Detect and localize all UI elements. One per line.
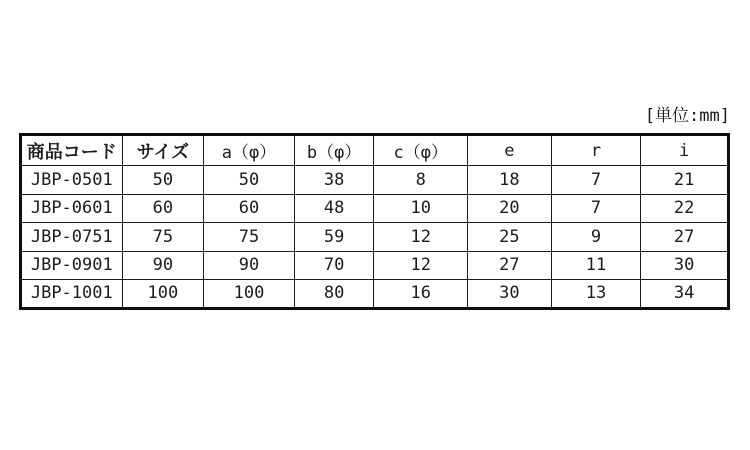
cell-a-phi: 75 (204, 223, 295, 252)
cell-i: 22 (641, 194, 729, 223)
cell-b-phi: 80 (294, 280, 374, 309)
cell-c-phi: 8 (374, 166, 468, 195)
unit-label: [単位:mm] (644, 106, 730, 126)
cell-e: 18 (468, 166, 552, 195)
col-header-a-phi: a（φ） (204, 135, 295, 166)
cell-product-code: JBP-0601 (21, 194, 123, 223)
spec-table (19, 133, 730, 310)
cell-size: 50 (122, 166, 204, 195)
col-header-c-phi: c（φ） (374, 135, 468, 166)
col-header-i: i (641, 135, 729, 166)
cell-r: 11 (551, 251, 641, 280)
cell-c-phi: 12 (374, 223, 468, 252)
cell-c-phi: 10 (374, 194, 468, 223)
cell-e: 27 (468, 251, 552, 280)
cell-r: 13 (551, 280, 641, 309)
cell-c-phi: 12 (374, 251, 468, 280)
cell-r: 7 (551, 194, 641, 223)
col-header-size: サイズ (122, 135, 204, 166)
cell-e: 30 (468, 280, 552, 309)
cell-r: 9 (551, 223, 641, 252)
table-row (21, 166, 729, 195)
table-row (21, 223, 729, 252)
cell-i: 30 (641, 251, 729, 280)
cell-a-phi: 100 (204, 280, 295, 309)
cell-size: 60 (122, 194, 204, 223)
cell-size: 90 (122, 251, 204, 280)
cell-i: 34 (641, 280, 729, 309)
cell-product-code: JBP-0901 (21, 251, 123, 280)
cell-a-phi: 60 (204, 194, 295, 223)
cell-b-phi: 59 (294, 223, 374, 252)
col-header-b-phi: b（φ） (294, 135, 374, 166)
cell-product-code: JBP-0501 (21, 166, 123, 195)
cell-size: 75 (122, 223, 204, 252)
table-row (21, 251, 729, 280)
cell-size: 100 (122, 280, 204, 309)
cell-b-phi: 48 (294, 194, 374, 223)
col-header-e: e (468, 135, 552, 166)
col-header-r: r (551, 135, 641, 166)
cell-b-phi: 38 (294, 166, 374, 195)
table-row (21, 280, 729, 309)
cell-product-code: JBP-0751 (21, 223, 123, 252)
cell-product-code: JBP-1001 (21, 280, 123, 309)
table-row (21, 194, 729, 223)
cell-e: 25 (468, 223, 552, 252)
cell-e: 20 (468, 194, 552, 223)
cell-a-phi: 90 (204, 251, 295, 280)
cell-b-phi: 70 (294, 251, 374, 280)
header-row (21, 135, 729, 166)
cell-c-phi: 16 (374, 280, 468, 309)
cell-i: 27 (641, 223, 729, 252)
cell-r: 7 (551, 166, 641, 195)
col-header-product-code: 商品コード (21, 135, 123, 166)
cell-a-phi: 50 (204, 166, 295, 195)
cell-i: 21 (641, 166, 729, 195)
